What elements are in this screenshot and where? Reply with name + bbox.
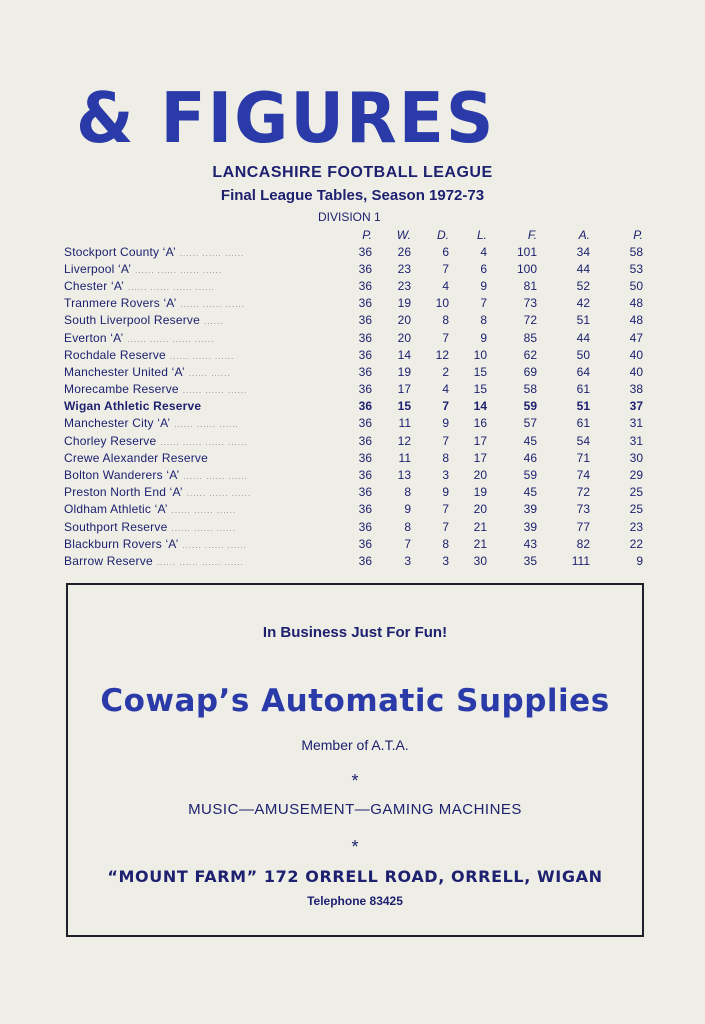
drawn-cell: 9 (442, 416, 449, 431)
won-cell: 11 (398, 450, 411, 465)
team-name: Wigan Athletic Reserve (64, 399, 202, 414)
goals-against-cell: 74 (576, 468, 590, 483)
leader-dots: ...... ...... ...... ...... (128, 282, 216, 292)
won-cell: 9 (404, 502, 411, 517)
won-cell: 19 (397, 364, 411, 379)
played-cell: 36 (358, 519, 372, 534)
table-row (64, 552, 643, 569)
table-row (64, 381, 643, 398)
points-cell: 22 (629, 536, 643, 551)
leader-dots: ...... ...... ...... (169, 351, 235, 361)
played-cell: 36 (358, 485, 372, 500)
won-cell: 15 (397, 399, 411, 414)
won-cell: 3 (404, 553, 411, 568)
goals-against-cell: 42 (576, 296, 590, 311)
team-name: Bolton Wanderers ‘A’ (64, 468, 180, 483)
leader-dots: ...... ...... ...... ...... (156, 557, 244, 567)
table-row (64, 484, 643, 501)
drawn-cell: 12 (435, 347, 449, 362)
drawn-cell: 9 (442, 485, 449, 500)
ad-tagline: In Business Just For Fun! (262, 624, 448, 641)
table-row (64, 466, 643, 483)
team-name: Manchester United ‘A’ (64, 364, 185, 379)
team-cell (64, 484, 354, 501)
drawn-cell: 7 (442, 502, 449, 517)
advertisement-box (66, 583, 644, 937)
drawn-cell: 7 (442, 433, 449, 448)
team-cell (64, 466, 354, 483)
points-cell: 30 (629, 450, 643, 465)
team-cell (64, 312, 354, 329)
won-cell: 8 (404, 485, 411, 500)
lost-cell: 7 (480, 296, 487, 311)
points-cell: 25 (629, 502, 643, 517)
lost-cell: 9 (480, 330, 487, 345)
ad-address: “MOUNT FARM” 172 ORRELL ROAD, ORRELL, WIGAN (107, 867, 603, 886)
league-title: LANCASHIRE FOOTBALL LEAGUE (212, 164, 493, 181)
table-row (64, 432, 643, 449)
team-name: Preston North End ‘A’ (64, 485, 183, 500)
drawn-cell: 7 (442, 330, 449, 345)
team-cell (64, 415, 354, 432)
drawn-cell: 8 (442, 536, 449, 551)
played-cell: 36 (358, 244, 372, 259)
points-cell: 23 (629, 519, 643, 534)
drawn-cell: 7 (442, 519, 449, 534)
goals-against-cell: 61 (576, 416, 590, 431)
drawn-cell: 4 (442, 382, 449, 397)
goals-for-cell: 69 (523, 364, 537, 379)
season-title: Final League Tables, Season 1972-73 (220, 187, 485, 204)
played-cell: 36 (358, 433, 372, 448)
won-cell: 17 (397, 382, 411, 397)
team-name: Oldham Athletic ‘A’ (64, 502, 168, 517)
leader-dots: ...... ...... ...... ...... (160, 437, 248, 447)
drawn-cell: 3 (442, 468, 449, 483)
goals-against-cell: 61 (576, 382, 590, 397)
lost-cell: 20 (473, 468, 487, 483)
goals-against-cell: 71 (576, 450, 590, 465)
header-for: F. (527, 227, 537, 242)
played-cell: 36 (358, 364, 372, 379)
ad-star-separator: * (351, 837, 359, 857)
goals-against-cell: 44 (576, 261, 590, 276)
points-cell: 9 (636, 553, 643, 568)
points-cell: 53 (629, 261, 643, 276)
points-cell: 50 (629, 278, 643, 293)
played-cell: 36 (358, 330, 372, 345)
won-cell: 20 (397, 330, 411, 345)
won-cell: 19 (397, 296, 411, 311)
leader-dots: ...... ...... ...... (171, 523, 236, 533)
goals-against-cell: 51 (576, 313, 590, 328)
leader-dots: ...... ...... ...... (171, 506, 237, 516)
points-cell: 40 (629, 347, 643, 362)
team-cell (64, 449, 354, 466)
leader-dots: ...... ...... ...... (180, 300, 245, 310)
points-cell: 47 (629, 330, 643, 345)
leader-dots: ...... ...... ...... (183, 472, 248, 482)
team-name: Chorley Reserve (64, 433, 157, 448)
table-row (64, 295, 643, 312)
leader-dots: ...... ...... ...... (182, 540, 247, 550)
lost-cell: 20 (473, 502, 487, 517)
won-cell: 14 (397, 347, 411, 362)
team-name: Blackburn Rovers ‘A’ (64, 536, 179, 551)
lost-cell: 10 (473, 347, 487, 362)
team-name: Everton ‘A’ (64, 330, 124, 345)
team-cell (64, 398, 354, 415)
header-won: W. (396, 227, 411, 242)
ad-star-separator: * (351, 771, 359, 791)
goals-against-cell: 73 (576, 502, 590, 517)
table-row (64, 535, 643, 552)
table-row (64, 243, 643, 260)
points-cell: 48 (629, 313, 643, 328)
team-cell (64, 501, 354, 518)
won-cell: 7 (404, 536, 411, 551)
goals-for-cell: 100 (516, 261, 537, 276)
team-cell (64, 277, 354, 294)
played-cell: 36 (358, 313, 372, 328)
team-cell (64, 381, 354, 398)
lost-cell: 21 (473, 536, 487, 551)
team-name: Rochdale Reserve (64, 347, 166, 362)
drawn-cell: 8 (442, 313, 449, 328)
points-cell: 37 (629, 399, 643, 414)
lost-cell: 17 (473, 450, 487, 465)
goals-against-cell: 52 (576, 278, 590, 293)
played-cell: 36 (358, 296, 372, 311)
drawn-cell: 3 (442, 553, 449, 568)
lost-cell: 14 (473, 399, 487, 414)
won-cell: 13 (397, 468, 411, 483)
table-row (64, 312, 643, 329)
ad-company-name: Cowap’s Automatic Supplies (100, 683, 610, 719)
table-row (64, 363, 643, 380)
team-name: Barrow Reserve (64, 553, 153, 568)
won-cell: 23 (397, 261, 411, 276)
goals-for-cell: 45 (523, 433, 537, 448)
points-cell: 29 (629, 468, 643, 483)
header-team (64, 226, 354, 243)
won-cell: 11 (398, 416, 411, 431)
played-cell: 36 (358, 502, 372, 517)
ad-membership: Member of A.T.A. (301, 737, 409, 753)
ad-services: MUSIC—AMUSEMENT—GAMING MACHINES (188, 801, 522, 818)
goals-for-cell: 57 (523, 416, 537, 431)
table-row (64, 260, 643, 277)
table-row (64, 346, 643, 363)
goals-for-cell: 46 (523, 450, 537, 465)
goals-for-cell: 43 (523, 536, 537, 551)
goals-for-cell: 62 (523, 347, 537, 362)
goals-for-cell: 59 (523, 468, 537, 483)
leader-dots: ...... ...... ...... (182, 386, 248, 396)
team-name: Tranmere Rovers ‘A’ (64, 296, 177, 311)
goals-for-cell: 58 (523, 382, 537, 397)
team-name: Southport Reserve (64, 519, 168, 534)
leader-dots: ...... ...... ...... ...... (127, 334, 215, 344)
drawn-cell: 6 (442, 244, 449, 259)
goals-against-cell: 111 (571, 553, 590, 568)
header-against: A. (578, 227, 590, 242)
lost-cell: 30 (473, 553, 487, 568)
played-cell: 36 (358, 278, 372, 293)
goals-against-cell: 34 (576, 244, 590, 259)
table-row (64, 277, 643, 294)
drawn-cell: 2 (442, 364, 449, 379)
team-cell (64, 535, 354, 552)
points-cell: 48 (629, 296, 643, 311)
team-cell (64, 432, 354, 449)
team-name: Stockport County ‘A’ (64, 244, 176, 259)
leader-dots: ...... ...... ...... (174, 420, 239, 430)
points-cell: 38 (629, 382, 643, 397)
goals-against-cell: 77 (576, 519, 590, 534)
team-cell (64, 346, 354, 363)
played-cell: 36 (358, 536, 372, 551)
lost-cell: 16 (473, 416, 487, 431)
played-cell: 36 (358, 553, 372, 568)
team-cell (64, 552, 354, 569)
drawn-cell: 10 (435, 296, 449, 311)
won-cell: 23 (397, 278, 411, 293)
played-cell: 36 (358, 261, 372, 276)
table-row (64, 501, 643, 518)
leader-dots: ...... ...... ...... (186, 489, 252, 499)
goals-against-cell: 50 (576, 347, 590, 362)
header-lost: L. (476, 227, 487, 242)
lost-cell: 8 (480, 313, 487, 328)
goals-against-cell: 51 (576, 399, 590, 414)
goals-for-cell: 101 (516, 244, 537, 259)
won-cell: 26 (397, 244, 411, 259)
points-cell: 25 (629, 485, 643, 500)
goals-for-cell: 59 (523, 399, 537, 414)
played-cell: 36 (358, 416, 372, 431)
drawn-cell: 8 (442, 450, 449, 465)
table-row (64, 449, 643, 466)
goals-for-cell: 85 (523, 330, 537, 345)
lost-cell: 6 (480, 261, 487, 276)
table-row (64, 329, 643, 346)
table-header-row (64, 226, 643, 243)
points-cell: 58 (629, 244, 643, 259)
team-name: Chester ‘A’ (64, 278, 124, 293)
team-cell (64, 518, 354, 535)
drawn-cell: 7 (442, 261, 449, 276)
lost-cell: 17 (473, 433, 487, 448)
goals-for-cell: 72 (523, 313, 537, 328)
goals-for-cell: 81 (523, 278, 537, 293)
goals-for-cell: 73 (523, 296, 537, 311)
lost-cell: 19 (473, 485, 487, 500)
goals-against-cell: 72 (576, 485, 590, 500)
points-cell: 31 (629, 416, 643, 431)
points-cell: 40 (629, 364, 643, 379)
played-cell: 36 (358, 468, 372, 483)
played-cell: 36 (358, 382, 372, 397)
team-cell (64, 260, 354, 277)
drawn-cell: 7 (442, 399, 449, 414)
played-cell: 36 (358, 347, 372, 362)
team-cell (64, 329, 354, 346)
lost-cell: 15 (473, 382, 487, 397)
team-name: Crewe Alexander Reserve (64, 450, 209, 465)
lost-cell: 4 (480, 244, 487, 259)
header-drawn: D. (437, 227, 449, 242)
leader-dots: ...... (204, 317, 224, 327)
goals-for-cell: 35 (523, 553, 537, 568)
goals-against-cell: 82 (576, 536, 590, 551)
played-cell: 36 (358, 399, 372, 414)
played-cell: 36 (358, 450, 372, 465)
leader-dots: ...... ...... ...... (179, 248, 245, 258)
team-name: Manchester City ‘A’ (64, 416, 171, 431)
table-row (64, 398, 643, 415)
lost-cell: 15 (473, 364, 487, 379)
table-body (64, 243, 643, 570)
leader-dots: ...... ...... ...... ...... (135, 265, 223, 275)
won-cell: 12 (397, 433, 411, 448)
goals-against-cell: 64 (576, 364, 590, 379)
team-name: South Liverpool Reserve (64, 313, 201, 328)
ad-telephone: Telephone 83425 (307, 894, 403, 908)
won-cell: 20 (397, 313, 411, 328)
table-row (64, 518, 643, 535)
lost-cell: 9 (480, 278, 487, 293)
drawn-cell: 4 (442, 278, 449, 293)
team-name: Liverpool ‘A’ (64, 261, 132, 276)
won-cell: 8 (404, 519, 411, 534)
header-played: P. (362, 227, 372, 242)
goals-against-cell: 54 (576, 433, 590, 448)
team-cell (64, 363, 354, 380)
goals-for-cell: 39 (523, 519, 537, 534)
team-name: Morecambe Reserve (64, 382, 179, 397)
team-cell (64, 295, 354, 312)
leader-dots: ...... ...... (188, 368, 231, 378)
league-table (64, 226, 643, 570)
goals-for-cell: 45 (523, 485, 537, 500)
lost-cell: 21 (473, 519, 487, 534)
goals-against-cell: 44 (576, 330, 590, 345)
goals-for-cell: 39 (523, 502, 537, 517)
team-cell (64, 243, 354, 260)
points-cell: 31 (629, 433, 643, 448)
table-row (64, 415, 643, 432)
page-heading: & FIGURES (76, 78, 496, 159)
division-label: DIVISION 1 (318, 210, 381, 224)
header-points: P. (633, 227, 643, 242)
